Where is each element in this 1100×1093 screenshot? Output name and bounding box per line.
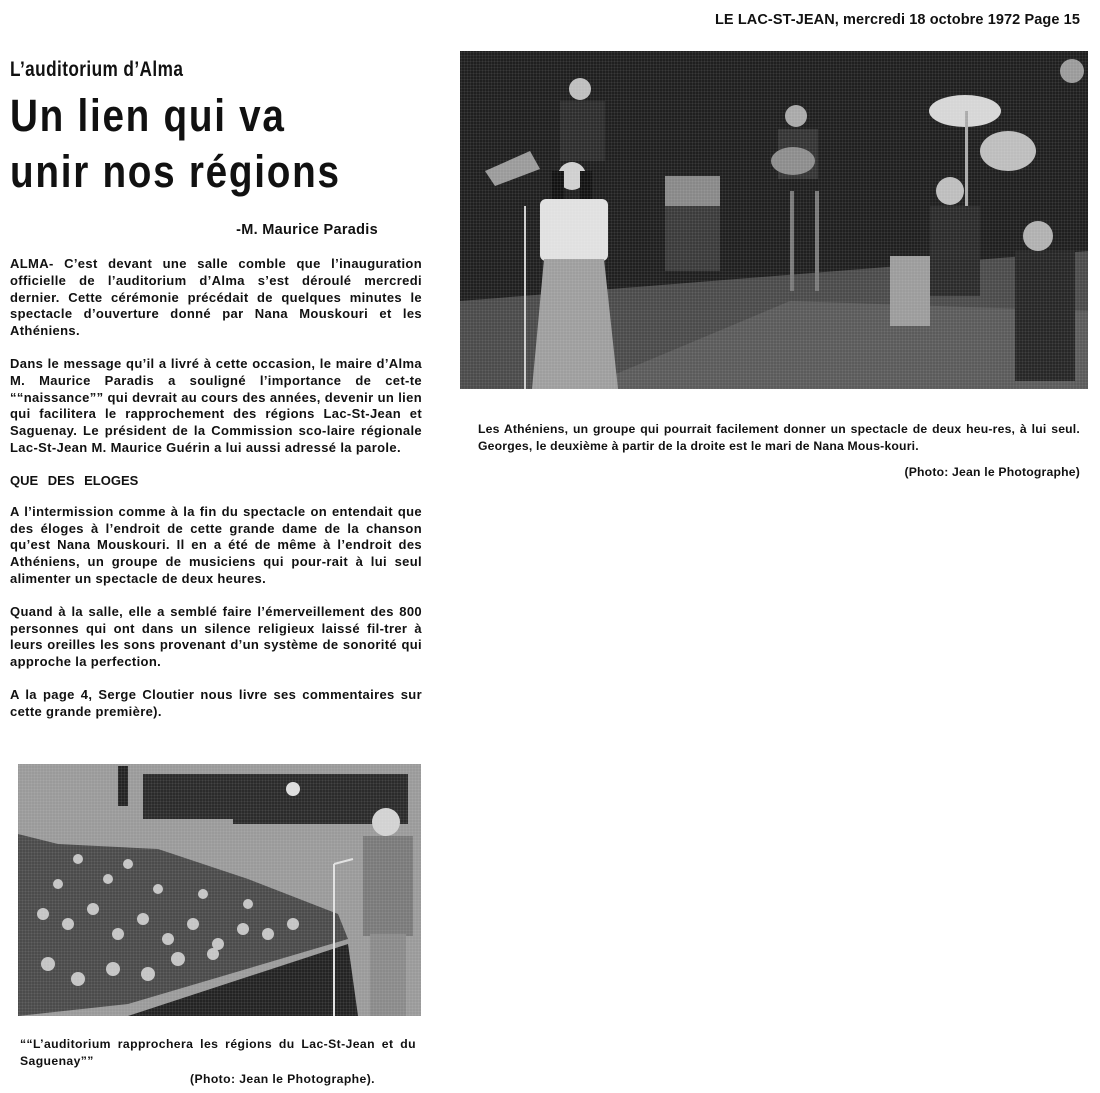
newspaper-masthead: LE LAC-ST-JEAN, mercredi 18 octobre 1972 Page 15 xyxy=(714,12,1080,28)
amplifier-shape xyxy=(665,176,720,206)
audience-photo-credit: (Photo: Jean le Photographe). xyxy=(190,1072,375,1086)
article-paragraph: Quand à la salle, elle a semblé faire l’émerveillement des 800 personnes qui ont dans un silence religieux laissé fil-trer à leurs oreilles les sons provenant d’un système de sonorité qui approche la perfection. xyxy=(10,603,422,670)
musician-figure xyxy=(936,177,964,205)
speaker-figure xyxy=(372,808,400,836)
article-kicker: L’auditorium d’Alma xyxy=(10,58,184,81)
band-photo-illustration xyxy=(460,51,1088,389)
article-headline-line-2: unir nos régions xyxy=(10,146,341,197)
article-paragraph: A l’intermission comme à la fin du spectacle on entendait que des éloges à l’endroit de cette grande dame de la chanson qu’est Nana Mouskouri. Il en a été de même à l’endroit des Athéniens, un groupe de musiciens qui pour-rait à lui seul alimenter un spectacle de deux heures. xyxy=(10,503,422,586)
article-column xyxy=(10,58,422,737)
audience-photo-caption xyxy=(20,1036,416,1088)
band-photo-caption-text: Les Athéniens, un groupe qui pourrait facilement donner un spectacle de deux heu-res, à lui seul. Georges, le deuxième à partir de la droite est le mari de Nana Mous-kouri. xyxy=(478,422,1080,453)
article-subhead: QUE DES ELOGES xyxy=(10,472,139,488)
article-paragraph: ALMA- C’est devant une salle comble que l’inauguration officielle de l’auditorium d’Alma s’est déroulé mercredi dernier. Cette cérémonie précédait de quelques minutes le spectacle d’ouverture donné par Nana Mouskouri et les Athéniens. xyxy=(10,256,422,339)
band-photo xyxy=(460,51,1088,389)
article-body xyxy=(10,256,422,721)
band-photo-credit: (Photo: Jean le Photographe) xyxy=(904,465,1080,479)
musician-figure xyxy=(785,105,807,127)
band-photo-caption xyxy=(478,421,1080,481)
musician-figure xyxy=(569,78,591,100)
article-headline-line-1: Un lien qui va xyxy=(10,90,286,141)
article-paragraph: A la page 4, Serge Cloutier nous livre ses commentaires sur cette grande première). xyxy=(10,686,422,719)
article-byline: -M. Maurice Paradis xyxy=(236,222,378,238)
ceiling-panel xyxy=(143,774,408,824)
article-paragraph: Dans le message qu’il a livré à cette occasion, le maire d’Alma M. Maurice Paradis a souligné l’importance de cet-te ““naissance”” qui devrait au cours des années, devenir un lien qui facilitera le rapprochement des régions Lac-St-Jean et Saguenay. Le président de la Commission sco-laire régionale Lac-St-Jean M. Maurice Guérin a lui aussi adressé la parole. xyxy=(10,355,422,455)
audience-photo xyxy=(18,764,421,1016)
audience-photo-illustration xyxy=(18,764,421,1016)
musician-figure xyxy=(1023,221,1053,251)
audience-photo-caption-text: ““L’auditorium rapprochera les régions du Lac-St-Jean et du Saguenay”” xyxy=(20,1037,416,1068)
